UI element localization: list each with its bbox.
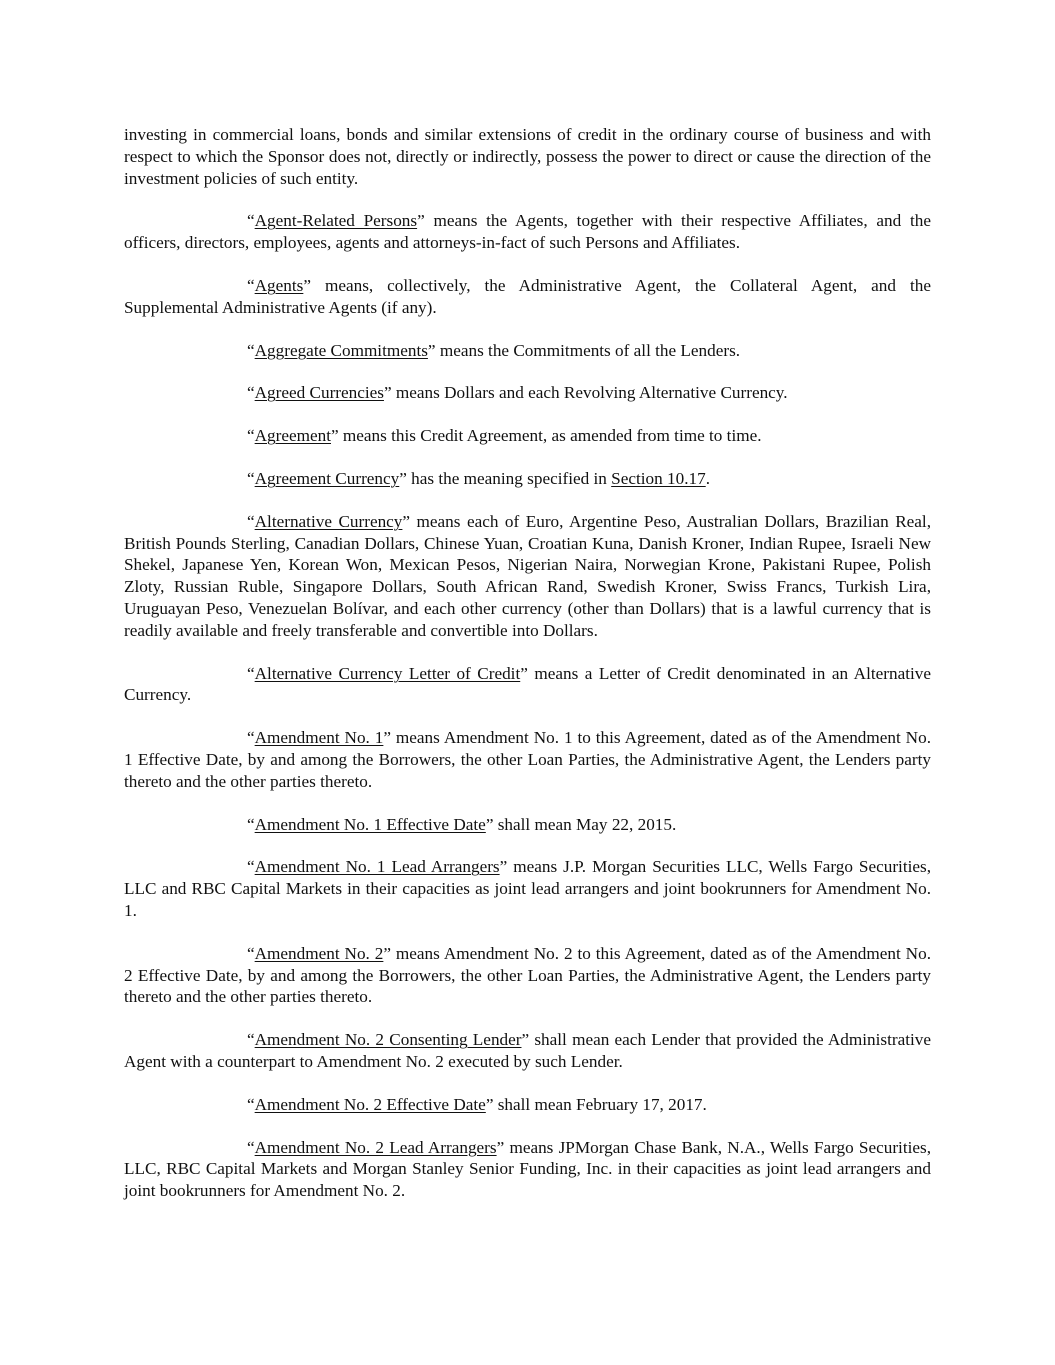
definition-text: ” has the meaning specified in <box>399 468 612 488</box>
definition-text: ” means the Agents, together with their respective Affiliates, and the officers, directors, employees, agents and attorneys-in-fact of such Persons and Affiliates. <box>124 211 931 253</box>
definition-text: ” means this Credit Agreement, as amended from time to time. <box>331 426 762 446</box>
definition-text: ” means Amendment No. 2 to this Agreement, dated as of the Amendment No. 2 Effective Date, by and among the Borrowers, the other Loan Parties, the Administrative Agent, the Lenders party thereto and the other parties thereto. <box>124 943 931 1007</box>
defined-term: Agreement Currency <box>254 468 400 488</box>
definition-amendment-no-2-lead-arrangers: “Amendment No. 2 Lead Arrangers” means JPMorgan Chase Bank, N.A., Wells Fargo Securities, LLC, RBC Capital Markets and Morgan Stanley Senior Funding, Inc. in their capacities as joint lead arrangers and joint bookrunners for Amendment No. 2. <box>124 1137 931 1201</box>
definition-amendment-no-1: “Amendment No. 1” means Amendment No. 1 to this Agreement, dated as of the Amendment No. 1 Effective Date, by and among the Borrowers, the other Loan Parties, the Administrative Agent, the Lenders party thereto and the other parties thereto. <box>124 728 931 791</box>
defined-term: Agents <box>254 275 304 295</box>
definition-text: ” means JPMorgan Chase Bank, N.A., Wells Fargo Securities, LLC, RBC Capital Markets and Morgan Stanley Senior Funding, Inc. in their capacities as joint lead arrangers and joint bookrunners for Amendment No. 2. <box>124 1137 931 1201</box>
definition-text: ” means Amendment No. 1 to this Agreement, dated as of the Amendment No. 1 Effective Date, by and among the Borrowers, the other Loan Parties, the Administrative Agent, the Lenders party thereto and the other parties thereto. <box>124 728 931 791</box>
definition-text: ” means Dollars and each Revolving Alternative Currency. <box>383 383 788 403</box>
definition-alternative-currency-letter-of-credit: “Alternative Currency Letter of Credit” means a Letter of Credit denominated in an Alternative Currency. <box>124 663 931 705</box>
defined-term: Agent-Related Persons <box>254 211 418 231</box>
paragraph-continuation <box>124 124 931 189</box>
definition-alternative-currency: “Alternative Currency” means each of Euro, Argentine Peso, Australian Dollars, Brazilian Real, British Pounds Sterling, Canadian Dollars, Chinese Yuan, Croatian Kuna, Danish Kroner, Indian Rupee, Israeli New Shekel, Japanese Yen, Korean Won, Mexican Pesos, Nigerian Naira, Norwegian Krone, Pakistani Rupee, Polish Zloty, Russian Ruble, Singapore Dollars, South African Rand, Swedish Kroner, Swiss Francs, Turkish Lira, Uruguayan Peso, Venezuelan Bolívar, and each other currency (other than Dollars) that is a lawful currency that is readily available and freely transferable and convertible into Dollars. <box>124 511 931 640</box>
definition-agreed-currencies: “Agreed Currencies” means Dollars and each Revolving Alternative Currency. <box>247 383 788 403</box>
definition-text: ” means each of Euro, Argentine Peso, Australian Dollars, Brazilian Real, British Pounds Sterling, Canadian Dollars, Chinese Yuan, Croatian Kuna, Danish Kroner, Indian Rupee, Israeli New Shekel, Japanese Yen, Korean Won, Mexican Pesos, Nigerian Naira, Norwegian Krone, Pakistani Rupee, Polish Zloty, Russian Ruble, Singapore Dollars, South African Rand, Swedish Kroner, Swiss Francs, Turkish Lira, Uruguayan Peso, Venezuelan Bolívar, and each other currency (other than Dollars) that is a lawful currency that is readily available and freely transferable and convertible into Dollars. <box>124 511 931 640</box>
definition-agreement: “Agreement” means this Credit Agreement, as amended from time to time. <box>247 426 762 446</box>
definition-amendment-no-2-consenting-lender: “Amendment No. 2 Consenting Lender” shall mean each Lender that provided the Administrative Agent with a counterpart to Amendment No. 2 executed by such Lender. <box>124 1030 931 1071</box>
definition-aggregate-commitments: “Aggregate Commitments” means the Commitments of all the Lenders. <box>247 340 741 360</box>
defined-term: Amendment No. 1 Effective Date <box>254 814 486 834</box>
defined-term: Amendment No. 1 <box>254 728 384 748</box>
definition-text: ” shall mean February 17, 2017. <box>485 1094 707 1114</box>
definition-amendment-no-2-effective-date: “Amendment No. 2 Effective Date” shall mean February 17, 2017. <box>247 1094 707 1114</box>
defined-term: Amendment No. 2 Consenting Lender <box>254 1030 522 1050</box>
defined-term: Agreement <box>254 426 331 446</box>
definition-amendment-no-2: “Amendment No. 2” means Amendment No. 2 to this Agreement, dated as of the Amendment No. 2 Effective Date, by and among the Borrowers, the other Loan Parties, the Administrative Agent, the Lenders party thereto and the other parties thereto. <box>124 943 931 1007</box>
defined-term: Amendment No. 2 Lead Arrangers <box>254 1137 497 1157</box>
definition-amendment-no-1-lead-arrangers: “Amendment No. 1 Lead Arrangers” means J.P. Morgan Securities LLC, Wells Fargo Securities, LLC and RBC Capital Markets in their capacities as joint lead arrangers and joint bookrunners for Amendment No. 1. <box>124 857 931 920</box>
definition-text: ” means the Commitments of all the Lenders. <box>427 340 741 360</box>
paragraph-text: investing in commercial loans, bonds and similar extensions of credit in the ordinary course of business and with respect to which the Sponsor does not, directly or indirectly, possess the power to direct or cause the direction of the investment policies of such entity. <box>124 125 931 188</box>
document-page <box>124 124 931 1223</box>
definition-agents: “Agents” means, collectively, the Administrative Agent, the Collateral Agent, and the Supplemental Administrative Agents (if any). <box>124 275 931 317</box>
definition-amendment-no-1-effective-date: “Amendment No. 1 Effective Date” shall mean May 22, 2015. <box>247 814 677 834</box>
definition-agreement-currency: “Agreement Currency” has the meaning specified in Section 10.17. <box>247 468 710 488</box>
defined-term: Alternative Currency Letter of Credit <box>254 663 521 683</box>
defined-term: Amendment No. 2 Effective Date <box>254 1094 486 1114</box>
definition-agent-related-persons: “Agent-Related Persons” means the Agents, together with their respective Affiliates, and the officers, directors, employees, agents and attorneys-in-fact of such Persons and Affiliates. <box>124 211 931 253</box>
defined-term: Amendment No. 1 Lead Arrangers <box>254 857 500 877</box>
defined-term: Agreed Currencies <box>254 383 384 403</box>
defined-term: Amendment No. 2 <box>254 943 384 963</box>
defined-term: Aggregate Commitments <box>254 340 428 360</box>
definition-text: ” shall mean May 22, 2015. <box>485 814 677 834</box>
definition-text: ” means, collectively, the Administrative Agent, the Collateral Agent, and the Supplemental Administrative Agents (if any). <box>124 275 931 317</box>
definition-text: ” shall mean each Lender that provided the Administrative Agent with a counterpart to Amendment No. 2 executed by such Lender. <box>124 1030 931 1071</box>
definition-text: ” means a Letter of Credit denominated in an Alternative Currency. <box>124 663 931 705</box>
defined-term: Alternative Currency <box>254 511 403 531</box>
definition-text: ” means J.P. Morgan Securities LLC, Wells Fargo Securities, LLC and RBC Capital Markets in their capacities as joint lead arrangers and joint bookrunners for Amendment No. 1. <box>124 857 931 920</box>
section-cross-reference: Section 10.17 <box>611 468 706 488</box>
